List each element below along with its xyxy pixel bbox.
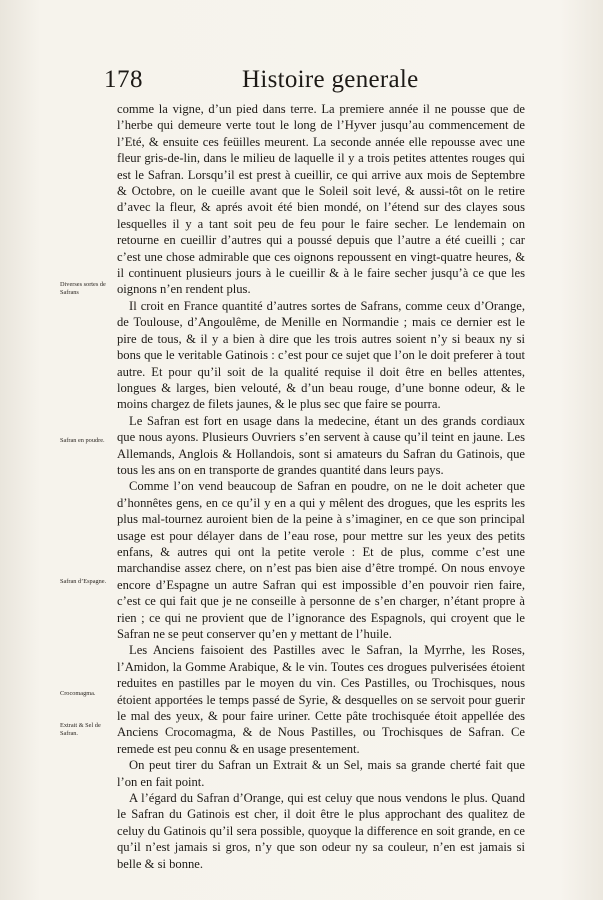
paragraph: comme la vigne, d’un pied dans terre. La premiere année il ne pousse que de l’herbe qui demeure verte tout le long de l’Hyver jusqu’au commencement de l’Eté, & ensuite ces feüilles meurent. La seconde année elle repousse avec une fleur gris-de-lin, dans le milieu de laquelle il y a trois petites attentes rouges qui est le Safran. Lorsqu’il est prest à cueillir, ce qui arrive aux mois de Septembre & Octobre, on le cueille avant que le Soleil soit levé, & aussi-tôt on le retire d’avec la fleur, & aprés avoit été bien mondé, on l’étend sur des clayes sous lesquelles il y a tant soit peu de feu pour le faire secher. Le lendemain on retourne en cueillir d’autres qui a poussé depuis que l’autre a été cueilli ; car c’est une chose admirable que ces oignons repoussent en vingt-quatre heures, & il continuent plusieurs jours à le cueillir & à le faire secher jusqu’à ce que les oignons n’en rendent plus. (117, 102, 525, 297)
page-header (104, 66, 524, 100)
paragraph: Les Anciens faisoient des Pastilles avec le Safran, la Myrrhe, les Roses, l’Amidon, la Gomme Arabique, & le vin. Toutes ces drogues pulverisées étoient reduites en pastilles par le moyen du vin. Ces Pastilles, ou Trochisques, nous étoient apportées le temps passé de Syrie, & desquelles on se servoit pour guerir le mal des yeux, & pour faire uriner. Cette pâte trochisquée étoit appellée des Anciens Crocomagma, & de Nous Pastilles, ou Trochisques de Safran. Ce remede est peu connu & en usage presentement. (117, 643, 525, 756)
margin-note: Safran d’Espagne. (60, 578, 107, 585)
body-text (117, 101, 525, 872)
running-title: Histoire generale (242, 66, 419, 93)
paragraph: Le Safran est fort en usage dans la medecine, étant un des grands cordiaux que nous ayons. Plusieurs Ouvriers s’en servent à cause qu’il teint en jaune. Les Allemands, Anglois & Hollandois, sont si amateurs du Safran du Gatinois, que tous les ans on en transporte de grandes quantité dans leurs pays. (117, 413, 525, 477)
margin-note: Safran en poudre. (60, 437, 105, 444)
paragraph: A l’égard du Safran d’Orange, qui est celuy que nous vendons le plus. Quand le Safran du Gatinois est cher, il doit être le plus approchant des qualitez de celuy du Gatinois qu’il sera possible, quoyque la difference en soit grande, en ce qu’il n’est jamais si gros, n’y que son odeur ny sa couleur, n’en est jamais si belle & si bonne. (117, 791, 525, 871)
paragraph: Comme l’on vend beaucoup de Safran en poudre, on ne le doit acheter que d’honnêtes gens, en ce qu’il y en a qui y mêlent des drogues, que les esprits les plus mal-tournez auroient bien de la peine à s’imaginer, en ce que son principal usage est pour délayer dans de l’eau rose, pour mettre sur les yeux des petits enfans, & autres qui ont la petite verole : Et de plus, comme c’est une marchandise assez chere, on n’est pas bien aise d’être trompé. On nous envoye encore d’Espagne un autre Safran qui est impossible d’en pouvoir rien faire, c’est ce qui fait que je ne conseille à personne de s’en charger, n’étant propre à rien ; ce qui ne provient que de l’ignorance des Espagnols, qui croyent que le Safran ne se peut conserver qu’en y mettant de l’huile. (117, 479, 525, 641)
margin-note: Diverses sortes de Safrans (60, 281, 106, 296)
margin-note: Extrait & Sel de Safran. (60, 722, 101, 737)
page-number: 178 (104, 66, 143, 93)
margin-note: Crocomagma. (60, 690, 96, 697)
paragraph: Il croit en France quantité d’autres sortes de Safrans, comme ceux d’Orange, de Toulouse, d’Angoulême, de Menille en Normandie ; mais ce dernier est le pire de tous, & il y a bien à dire que les trois autres soient n’y si beaux ny si bons que le veritable Gatinois : c’est pour ce sujet que l’on le doit preferer à tout autre. Et pour qu’il soit de la qualité requise il doit être en belles attentes, longues & larges, bien velouté, & d’un beau rouge, d’une bonne odeur, & le moins chargez de filets jaunes, & le plus sec que faire se pourra. (117, 298, 525, 412)
paragraph: On peut tirer du Safran un Extrait & un Sel, mais sa grande cherté fait que l’on en fait point. (117, 758, 525, 789)
